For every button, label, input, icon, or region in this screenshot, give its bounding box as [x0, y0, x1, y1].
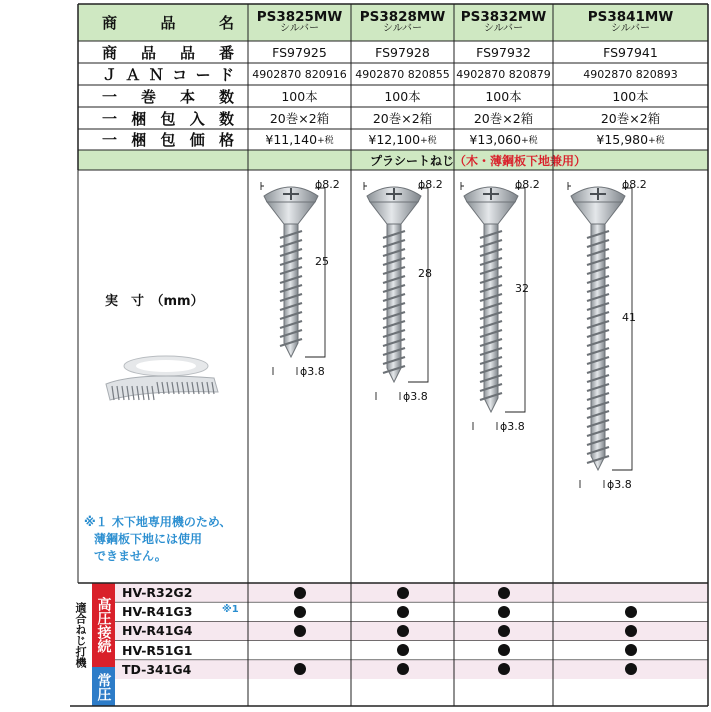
banner-paren: （木・薄鋼板下地兼用） — [454, 153, 587, 168]
product-per-pack-value: 20巻×2箱 — [269, 111, 330, 126]
product-price-tax: +税 — [420, 136, 437, 146]
product-color: シルバー — [382, 23, 423, 34]
head-diameter: ϕ8.2 — [418, 178, 443, 191]
shank-diameter: ϕ3.8 — [300, 365, 325, 378]
product-price-tax: +税 — [317, 136, 334, 146]
screw-length: 28 — [418, 267, 432, 280]
product-code: PS3832MW — [460, 9, 547, 25]
product-per-pack-value: 20巻×2箱 — [600, 111, 661, 126]
screw-length: 25 — [315, 254, 329, 268]
product-code: PS3825MW — [256, 9, 343, 25]
shank-diameter: ϕ3.8 — [403, 390, 428, 403]
product-jan-value: 4902870 820855 — [355, 67, 450, 81]
head-diameter: ϕ8.2 — [515, 178, 540, 191]
product-code: PS3841MW — [587, 9, 674, 25]
label-text: 一 梱 包 入 数 — [102, 109, 234, 128]
product-price-value: ¥12,100 — [368, 132, 421, 147]
product-per-roll-value: 100本 — [612, 89, 649, 104]
screw-diagram — [248, 172, 351, 508]
screw-diagram — [454, 172, 553, 508]
machine-name: HV-R41G4 — [122, 623, 193, 639]
label-text: Ｊ Ａ Ｎ コ ー ド — [102, 65, 234, 84]
product-code: PS3828MW — [359, 9, 446, 25]
product-color: シルバー — [610, 23, 651, 34]
product-per-pack-value: 20巻×2箱 — [473, 111, 534, 126]
label-text: 商 品 名 — [102, 14, 234, 32]
shank-diameter: ϕ3.8 — [607, 478, 632, 491]
product-number-value: FS97928 — [375, 44, 430, 60]
product-jan-value: 4902870 820879 — [456, 67, 551, 81]
screw-length: 41 — [622, 311, 636, 324]
product-per-pack-value: 20巻×2箱 — [372, 111, 433, 126]
product-per-roll-value: 100本 — [384, 89, 421, 104]
banner-main: プラシートねじ — [369, 153, 454, 168]
label-text: 商 品 品 番 — [102, 43, 234, 62]
product-jan-value: 4902870 820916 — [252, 67, 347, 81]
note-line-3: できません。 — [94, 549, 167, 563]
screw-length: 32 — [515, 282, 529, 295]
machine-name: TD-341G4 — [122, 661, 192, 677]
product-price-value: ¥13,060 — [469, 132, 522, 147]
product-price-tax: +税 — [521, 136, 538, 146]
product-per-roll-value: 100本 — [281, 89, 318, 104]
note-line-2: 薄鋼板下地には使用 — [94, 532, 203, 546]
head-diameter: ϕ8.2 — [315, 178, 340, 191]
group-normal-pressure: 常圧 — [92, 667, 115, 706]
screw-diagram — [553, 172, 708, 508]
product-price-value: ¥15,980 — [596, 132, 649, 147]
machines-label: 適合ねじ打機 — [74, 602, 87, 668]
product-color: シルバー — [279, 23, 320, 34]
screw-diagram — [351, 172, 454, 508]
product-color: シルバー — [483, 23, 524, 34]
machine-name: HV-R32G2 — [122, 585, 193, 601]
machine-note-mark: ※1 — [222, 604, 239, 616]
shank-diameter: ϕ3.8 — [500, 420, 525, 433]
product-price-value: ¥11,140 — [265, 132, 318, 147]
product-per-roll-value: 100本 — [485, 89, 522, 104]
product-price-tax: +税 — [648, 136, 665, 146]
product-number-value: FS97932 — [476, 44, 531, 60]
group-high-pressure: 高圧接続 — [92, 583, 115, 667]
machine-name: HV-R51G1 — [122, 642, 193, 658]
label-text: 一 梱 包 価 格 — [102, 131, 234, 149]
machine-name: HV-R41G3 — [122, 604, 193, 620]
label-size: 実 寸 （mm） — [105, 294, 204, 309]
product-number-value: FS97941 — [603, 44, 658, 60]
head-diameter: ϕ8.2 — [622, 178, 647, 191]
product-jan-value: 4902870 820893 — [583, 67, 678, 81]
note-line-1: ※１ 木下地専用機のため、 — [84, 515, 232, 529]
product-number-value: FS97925 — [272, 44, 327, 60]
label-text: 一 巻 本 数 — [102, 87, 234, 106]
